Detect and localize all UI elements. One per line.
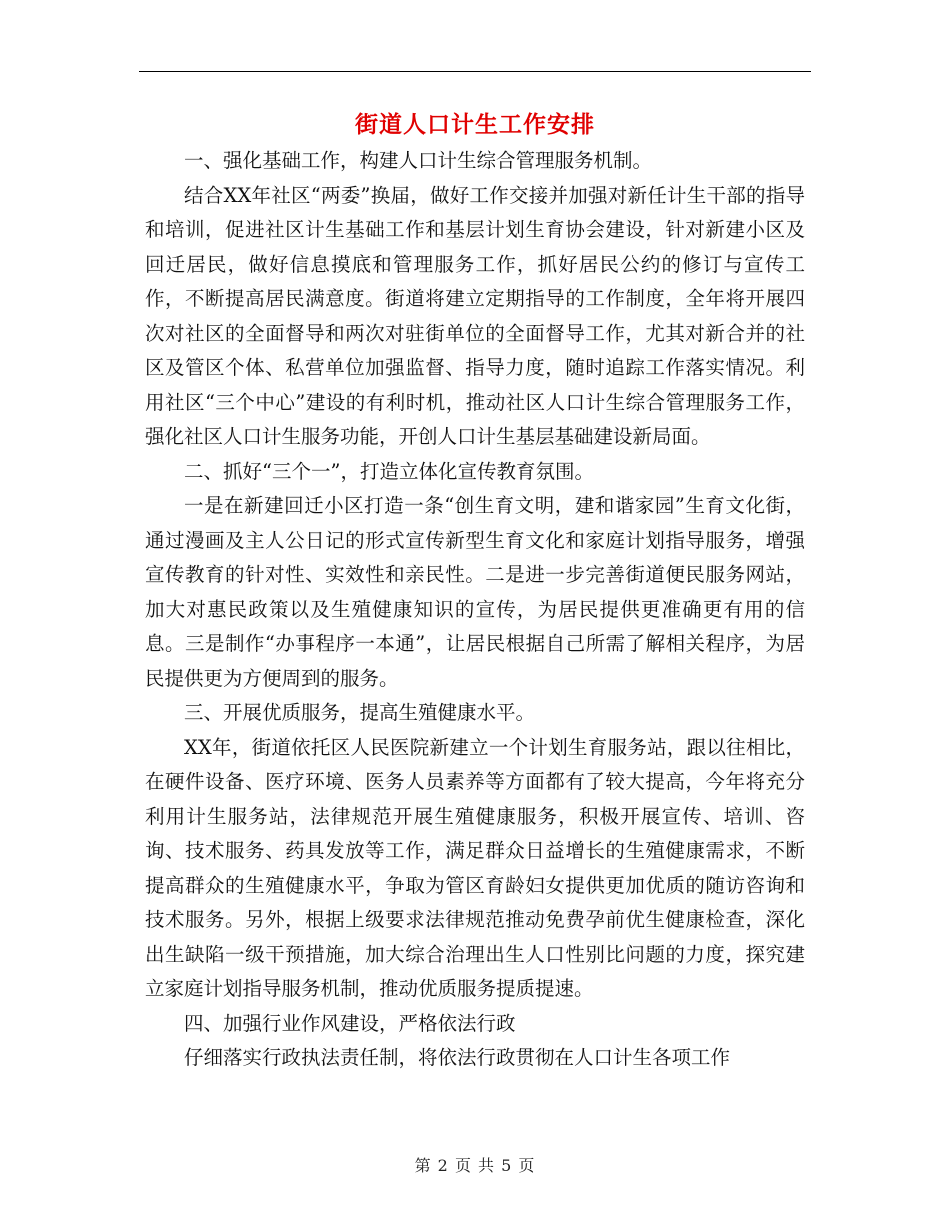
paragraph-2: 一是在新建回迁小区打造一条“创生育文明，建和谐家园”生育文化街，通过漫画及主人公日记的形式宣传新型生育文化和家庭计划指导服务，增强宣传教育的针对性、实效性和亲民性。二是进一步完善街道便民服务网站，加大对惠民政策以及生殖健康知识的宣传，为居民提供更准确更有用的信息。三是制作“办事程序一本通”，让居民根据自己所需了解相关程序，为居民提供更为方便周到的服务。 xyxy=(145,494,805,690)
heading-3: 三、开展优质服务，提高生殖健康水平。 xyxy=(184,701,536,724)
paragraph-3: XX年，街道依托区人民医院新建立一个计划生育服务站，跟以往相比，在硬件设备、医疗环境、医务人员素养等方面都有了较大提高，今年将充分利用计生服务站，法律规范开展生殖健康服务，积极开展宣传、培训、咨询、技术服务、药具发放等工作，满足群众日益增长的生殖健康需求，不断提高群众的生殖健康水平，争取为管区育龄妇女提供更加优质的随访咨询和技术服务。另外，根据上级要求法律规范推动免费孕前优生健康检查，深化出生缺陷一级干预措施，加大综合治理出生人口性别比问题的力度，探究建立家庭计划指导服务机制，推动优质服务提质提速。 xyxy=(145,735,805,1000)
document-body xyxy=(145,144,805,1076)
heading-2: 二、抓好“三个一”，打造立体化宣传教育氛围。 xyxy=(184,459,594,483)
header-rule xyxy=(139,71,811,72)
paragraph-1: 结合XX年社区“两委”换届，做好工作交接并加强对新任计生干部的指导和培训，促进社区计生基础工作和基层计划生育协会建设，针对新建小区及回迁居民，做好信息摸底和管理服务工作，抓好居民公约的修订与宣传工作，不断提高居民满意度。街道将建立定期指导的工作制度，全年将开展四次对社区的全面督导和两次对驻街单位的全面督导工作，尤其对新合并的社区及管区个体、私营单位加强监督、指导力度，随时追踪工作落实情况。利用社区“三个中心”建设的有利时机，推动社区人口计生综合管理服务工作，强化社区人口计生服务功能，开创人口计生基层基础建设新局面。 xyxy=(145,183,805,448)
heading-4: 四、加强行业作风建设，严格依法行政 xyxy=(184,1011,516,1035)
paragraph-4: 仔细落实行政执法责任制，将依法行政贯彻在人口计生各项工作 xyxy=(184,1046,731,1069)
heading-1: 一、强化基础工作，构建人口计生综合管理服务机制。 xyxy=(184,149,653,172)
page-number: 第 2 页 共 5 页 xyxy=(414,1156,536,1175)
document-title: 街道人口计生工作安排 xyxy=(355,111,595,138)
